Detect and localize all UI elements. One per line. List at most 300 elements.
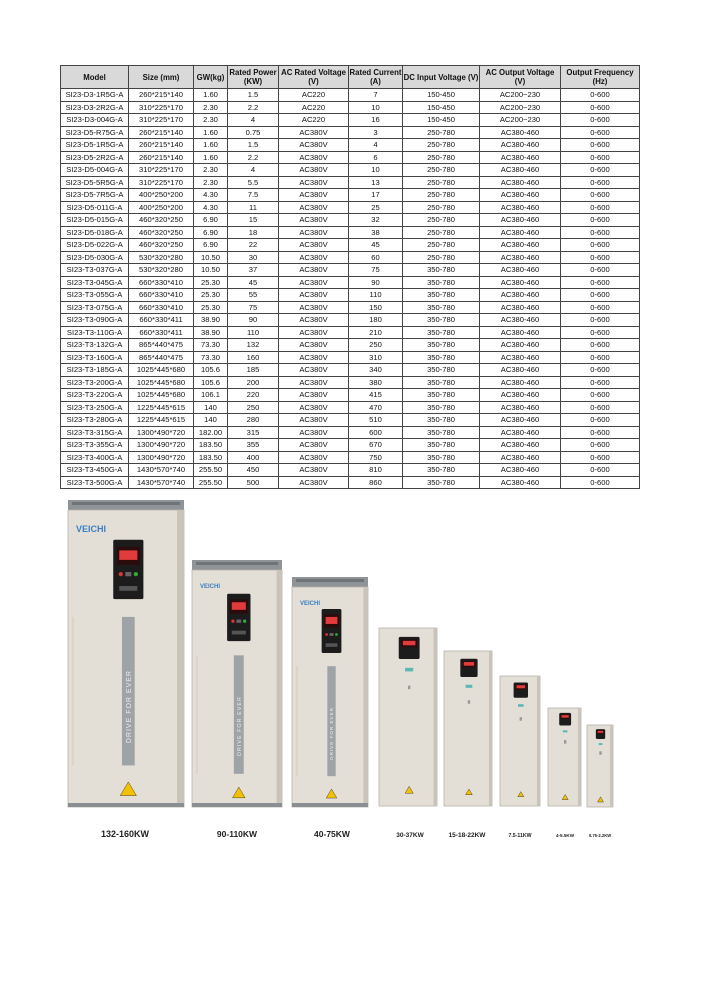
table-cell: AC380V	[279, 126, 349, 139]
table-cell: AC380V	[279, 426, 349, 439]
table-cell: SI23-D5-004G-A	[61, 164, 129, 177]
led-digits	[464, 662, 474, 666]
table-cell: 25	[349, 201, 403, 214]
table-cell: SI23-T3-355G-A	[61, 439, 129, 452]
table-cell: AC380V	[279, 239, 349, 252]
table-cell: AC380-460	[480, 376, 561, 389]
table-cell: AC220	[279, 89, 349, 102]
table-row	[61, 326, 640, 339]
table-cell: 200	[228, 376, 279, 389]
table-cell: 260*215*140	[129, 151, 194, 164]
table-cell: 660*330*411	[129, 326, 194, 339]
table-cell: 140	[194, 401, 228, 414]
table-cell: 30	[228, 251, 279, 264]
table-cell: 90	[349, 276, 403, 289]
table-cell: AC380V	[279, 226, 349, 239]
table-cell: 400*250*200	[129, 189, 194, 202]
table-row	[61, 376, 640, 389]
power-range-caption: 0.75-2.2KW	[588, 833, 612, 838]
side-shade	[489, 651, 492, 806]
nav-key-icon	[125, 572, 131, 576]
table-cell: 4.30	[194, 201, 228, 214]
table-cell: 73.30	[194, 351, 228, 364]
side-shade	[610, 725, 613, 807]
table-cell: 0-600	[561, 451, 640, 464]
table-cell: AC380V	[279, 264, 349, 277]
table-row	[61, 226, 640, 239]
table-cell: 38	[349, 226, 403, 239]
indicator-icon	[408, 686, 410, 690]
table-cell: 10.50	[194, 251, 228, 264]
table-cell: SI23-T3-220G-A	[61, 389, 129, 402]
table-cell: 350-780	[403, 401, 480, 414]
table-cell: 110	[349, 289, 403, 302]
table-cell: 380	[349, 376, 403, 389]
key-row	[119, 586, 137, 591]
table-row	[61, 339, 640, 352]
table-cell: 160	[228, 351, 279, 364]
table-cell: SI23-T3-110G-A	[61, 326, 129, 339]
table-cell: AC380-460	[480, 314, 561, 327]
inverter-unit	[587, 725, 613, 838]
table-cell: 75	[228, 301, 279, 314]
table-cell: 350-780	[403, 289, 480, 302]
table-cell: 75	[349, 264, 403, 277]
table-row	[61, 264, 640, 277]
table-cell: 105.6	[194, 364, 228, 377]
table-cell: 260*215*140	[129, 89, 194, 102]
table-cell: 16	[349, 114, 403, 127]
led-digits	[326, 617, 338, 624]
table-cell: 2.2	[228, 101, 279, 114]
table-cell: 5.5	[228, 176, 279, 189]
indicator-icon	[468, 700, 470, 704]
table-row	[61, 476, 640, 489]
table-cell: AC380V	[279, 151, 349, 164]
table-row	[61, 126, 640, 139]
table-cell: 2.30	[194, 114, 228, 127]
table-cell: AC220	[279, 114, 349, 127]
table-cell: 6.90	[194, 214, 228, 227]
table-cell: 45	[228, 276, 279, 289]
table-cell: AC380-460	[480, 389, 561, 402]
table-cell: AC380-460	[480, 251, 561, 264]
table-cell: AC380V	[279, 289, 349, 302]
table-cell: 13	[349, 176, 403, 189]
table-row	[61, 401, 640, 414]
table-cell: AC380-460	[480, 189, 561, 202]
table-cell: SI23-D5-030G-A	[61, 251, 129, 264]
table-cell: SI23-T3-037G-A	[61, 264, 129, 277]
indicator-icon	[599, 751, 601, 755]
table-cell: AC380V	[279, 139, 349, 152]
inverter-unit	[500, 676, 540, 839]
table-row	[61, 426, 640, 439]
table-cell: 4	[228, 114, 279, 127]
table-cell: 350-780	[403, 439, 480, 452]
table-cell: 1025*445*680	[129, 376, 194, 389]
column-header: AC Rated Voltage (V)	[279, 66, 349, 89]
table-cell: 10	[349, 164, 403, 177]
table-cell: 38.90	[194, 326, 228, 339]
table-cell: 310*225*170	[129, 114, 194, 127]
power-range-caption: 7.5-11KW	[508, 833, 532, 839]
table-cell: 315	[228, 426, 279, 439]
brand-mark-icon	[405, 668, 413, 672]
table-cell: 183.50	[194, 439, 228, 452]
table-cell: 2.2	[228, 151, 279, 164]
table-cell: 0-600	[561, 264, 640, 277]
table-cell: AC220	[279, 101, 349, 114]
table-cell: 500	[228, 476, 279, 489]
table-cell: SI23-T3-450G-A	[61, 464, 129, 477]
table-cell: SI23-T3-400G-A	[61, 451, 129, 464]
table-cell: 0-600	[561, 301, 640, 314]
table-cell: 255.50	[194, 476, 228, 489]
table-cell: 1.60	[194, 151, 228, 164]
table-cell: 1300*490*720	[129, 426, 194, 439]
table-cell: SI23-T3-315G-A	[61, 426, 129, 439]
table-cell: AC380-460	[480, 339, 561, 352]
table-header-row	[61, 66, 640, 89]
table-cell: 350-780	[403, 326, 480, 339]
table-cell: 6.90	[194, 239, 228, 252]
led-digits	[562, 715, 569, 718]
table-cell: SI23-T3-280G-A	[61, 414, 129, 427]
table-cell: SI23-T3-045G-A	[61, 276, 129, 289]
table-cell: 90	[228, 314, 279, 327]
table-cell: 220	[228, 389, 279, 402]
table-cell: 18	[228, 226, 279, 239]
product-lineup	[0, 495, 707, 855]
table-cell: 350-780	[403, 351, 480, 364]
table-cell: 310	[349, 351, 403, 364]
brand-mark-icon	[466, 685, 473, 688]
bracket-slot	[296, 579, 364, 582]
table-cell: 660*330*410	[129, 301, 194, 314]
table-cell: 32	[349, 214, 403, 227]
table-cell: 150	[349, 301, 403, 314]
table-cell: 865*440*475	[129, 339, 194, 352]
table-cell: 1025*445*680	[129, 364, 194, 377]
table-cell: 0-600	[561, 289, 640, 302]
table-cell: AC380V	[279, 276, 349, 289]
table-cell: 660*330*410	[129, 289, 194, 302]
table-cell: 0.75	[228, 126, 279, 139]
table-cell: 106.1	[194, 389, 228, 402]
table-cell: 0-600	[561, 251, 640, 264]
table-cell: AC380V	[279, 451, 349, 464]
base-plate	[192, 803, 282, 807]
table-cell: 25.30	[194, 276, 228, 289]
table-cell: 350-780	[403, 389, 480, 402]
table-cell: 260*215*140	[129, 126, 194, 139]
run-key-icon	[231, 620, 234, 623]
table-cell: 350-780	[403, 414, 480, 427]
table-row	[61, 251, 640, 264]
table-cell: 0-600	[561, 214, 640, 227]
table-cell: 10	[349, 101, 403, 114]
stop-key-icon	[335, 633, 338, 636]
table-cell: 180	[349, 314, 403, 327]
table-cell: 1300*490*720	[129, 451, 194, 464]
table-cell: 470	[349, 401, 403, 414]
table-cell: 250-780	[403, 214, 480, 227]
table-cell: 0-600	[561, 439, 640, 452]
indicator-icon	[564, 740, 566, 744]
table-cell: 460*320*250	[129, 226, 194, 239]
led-digits	[403, 641, 416, 645]
table-cell: 400*250*200	[129, 201, 194, 214]
power-range-caption: 90-110KW	[216, 829, 258, 839]
table-cell: 0-600	[561, 239, 640, 252]
table-row	[61, 439, 640, 452]
table-cell: AC380-460	[480, 326, 561, 339]
table-cell: 670	[349, 439, 403, 452]
brand-logo: VEICHI	[300, 601, 321, 607]
table-cell: 530*320*280	[129, 264, 194, 277]
brand-mark-icon	[518, 704, 524, 707]
table-cell: 1.5	[228, 89, 279, 102]
table-cell: 250-780	[403, 139, 480, 152]
table-cell: AC380-460	[480, 201, 561, 214]
table-cell: 250-780	[403, 164, 480, 177]
table-cell: 350-780	[403, 314, 480, 327]
table-cell: 350-780	[403, 276, 480, 289]
table-cell: 460*320*250	[129, 214, 194, 227]
table-cell: 255.50	[194, 464, 228, 477]
inverter-unit	[548, 708, 581, 838]
table-cell: 110	[228, 326, 279, 339]
column-header: Output Frequency (Hz)	[561, 66, 640, 89]
slogan-text: DRIVE FOR EVER	[329, 707, 335, 760]
table-cell: AC380V	[279, 201, 349, 214]
brand-logo: VEICHI	[76, 524, 107, 534]
table-cell: 210	[349, 326, 403, 339]
table-cell: 280	[228, 414, 279, 427]
table-cell: 750	[349, 451, 403, 464]
table-cell: 450	[228, 464, 279, 477]
table-row	[61, 301, 640, 314]
table-cell: SI23-T3-075G-A	[61, 301, 129, 314]
table-cell: 150-450	[403, 89, 480, 102]
base-plate	[68, 803, 184, 807]
table-cell: AC380-460	[480, 276, 561, 289]
column-header: Model	[61, 66, 129, 89]
table-cell: AC380V	[279, 339, 349, 352]
table-cell: 0-600	[561, 151, 640, 164]
table-cell: 0-600	[561, 201, 640, 214]
table-cell: 1430*570*740	[129, 464, 194, 477]
table-cell: 0-600	[561, 101, 640, 114]
table-cell: 140	[194, 414, 228, 427]
table-cell: AC380-460	[480, 451, 561, 464]
table-cell: AC380V	[279, 351, 349, 364]
table-row	[61, 289, 640, 302]
table-cell: SI23-D5-022G-A	[61, 239, 129, 252]
table-row	[61, 89, 640, 102]
table-cell: 7.5	[228, 189, 279, 202]
table-cell: 400	[228, 451, 279, 464]
table-cell: 250-780	[403, 226, 480, 239]
table-cell: 250-780	[403, 126, 480, 139]
table-cell: 0-600	[561, 226, 640, 239]
table-cell: SI23-D5-7R5G-A	[61, 189, 129, 202]
table-cell: 45	[349, 239, 403, 252]
table-cell: 37	[228, 264, 279, 277]
table-cell: 0-600	[561, 276, 640, 289]
led-digits	[598, 731, 604, 733]
table-cell: 660*330*410	[129, 276, 194, 289]
table-cell: SI23-D5-011G-A	[61, 201, 129, 214]
table-cell: 310*225*170	[129, 176, 194, 189]
table-cell: 0-600	[561, 339, 640, 352]
nav-key-icon	[236, 620, 241, 623]
table-cell: 2.30	[194, 101, 228, 114]
table-cell: 350-780	[403, 301, 480, 314]
table-cell: 350-780	[403, 451, 480, 464]
table-cell: AC380-460	[480, 264, 561, 277]
power-range-caption: 30-37KW	[396, 832, 424, 839]
table-cell: AC380-460	[480, 176, 561, 189]
power-range-caption: 15-18-22KW	[448, 832, 486, 839]
column-header: DC Input Voltage (V)	[403, 66, 480, 89]
side-shade	[177, 510, 184, 807]
table-cell: 38.90	[194, 314, 228, 327]
table-cell: 60	[349, 251, 403, 264]
table-cell: 0-600	[561, 389, 640, 402]
table-cell: SI23-T3-200G-A	[61, 376, 129, 389]
table-cell: 310*225*170	[129, 164, 194, 177]
table-cell: 1025*445*680	[129, 389, 194, 402]
table-cell: 105.6	[194, 376, 228, 389]
table-cell: 150-450	[403, 114, 480, 127]
table-cell: 865*440*475	[129, 351, 194, 364]
table-cell: AC380-460	[480, 464, 561, 477]
table-cell: 0-600	[561, 426, 640, 439]
table-cell: 0-600	[561, 314, 640, 327]
table-cell: 250	[349, 339, 403, 352]
table-cell: 350-780	[403, 339, 480, 352]
table-cell: 7	[349, 89, 403, 102]
table-cell: AC380-460	[480, 214, 561, 227]
table-cell: 4.30	[194, 189, 228, 202]
table-cell: AC380V	[279, 326, 349, 339]
table-cell: SI23-D5-5R5G-A	[61, 176, 129, 189]
table-cell: AC380V	[279, 439, 349, 452]
table-cell: 2.30	[194, 176, 228, 189]
table-cell: SI23-D3-1R5G-A	[61, 89, 129, 102]
table-cell: 1.60	[194, 139, 228, 152]
table-cell: 260*215*140	[129, 139, 194, 152]
table-cell: 0-600	[561, 464, 640, 477]
table-cell: AC380-460	[480, 426, 561, 439]
bracket-slot	[196, 562, 278, 565]
table-cell: 350-780	[403, 476, 480, 489]
table-cell: 350-780	[403, 364, 480, 377]
table-cell: 340	[349, 364, 403, 377]
column-header: Size (mm)	[129, 66, 194, 89]
power-range-caption: 132-160KW	[100, 829, 150, 839]
table-row	[61, 214, 640, 227]
table-row	[61, 139, 640, 152]
table-cell: 17	[349, 189, 403, 202]
table-cell: 0-600	[561, 476, 640, 489]
table-row	[61, 276, 640, 289]
table-cell: AC380V	[279, 176, 349, 189]
table-cell: 250-780	[403, 176, 480, 189]
table-cell: AC380V	[279, 214, 349, 227]
mounting-bracket	[68, 500, 184, 511]
table-cell: SI23-D3-2R2G-A	[61, 101, 129, 114]
table-cell: AC200~230	[480, 114, 561, 127]
table-cell: AC380-460	[480, 151, 561, 164]
side-shade	[578, 708, 581, 806]
table-cell: 11	[228, 201, 279, 214]
table-cell: 185	[228, 364, 279, 377]
table-cell: AC380-460	[480, 301, 561, 314]
table-cell: 1.60	[194, 89, 228, 102]
mounting-bracket	[292, 577, 368, 588]
table-cell: SI23-T3-500G-A	[61, 476, 129, 489]
table-cell: AC380-460	[480, 126, 561, 139]
table-cell: AC380-460	[480, 351, 561, 364]
table-cell: SI23-D3-004G-A	[61, 114, 129, 127]
table-cell: 150-450	[403, 101, 480, 114]
table-cell: SI23-T3-055G-A	[61, 289, 129, 302]
table-row	[61, 364, 640, 377]
table-cell: 0-600	[561, 326, 640, 339]
table-cell: 183.50	[194, 451, 228, 464]
table-cell: 1.60	[194, 126, 228, 139]
mounting-bracket	[192, 560, 282, 571]
table-cell: SI23-T3-185G-A	[61, 364, 129, 377]
table-cell: AC380-460	[480, 164, 561, 177]
key-row	[326, 643, 338, 647]
table-cell: 1300*490*720	[129, 439, 194, 452]
table-cell: 10.50	[194, 264, 228, 277]
slogan-text: DRIVE FOR EVER	[236, 696, 243, 757]
stop-key-icon	[134, 572, 138, 576]
table-cell: 250	[228, 401, 279, 414]
table-cell: AC380V	[279, 376, 349, 389]
inverter-unit	[379, 628, 437, 839]
table-cell: AC380V	[279, 464, 349, 477]
table-cell: 0-600	[561, 114, 640, 127]
table-cell: SI23-T3-160G-A	[61, 351, 129, 364]
table-row	[61, 101, 640, 114]
base-plate	[292, 803, 368, 807]
table-cell: 182.00	[194, 426, 228, 439]
table-cell: 1.5	[228, 139, 279, 152]
table-cell: AC380-460	[480, 439, 561, 452]
table-cell: AC380V	[279, 389, 349, 402]
side-shade	[363, 587, 368, 807]
brand-mark-icon	[599, 743, 603, 745]
table-cell: 1430*570*740	[129, 476, 194, 489]
table-cell: 25.30	[194, 301, 228, 314]
table-cell: AC380V	[279, 401, 349, 414]
table-cell: AC380V	[279, 364, 349, 377]
side-shade	[277, 570, 282, 807]
table-cell: 0-600	[561, 364, 640, 377]
table-cell: AC380V	[279, 301, 349, 314]
table-cell: 1225*445*615	[129, 414, 194, 427]
table-cell: 0-600	[561, 164, 640, 177]
table-cell: 350-780	[403, 426, 480, 439]
table-cell: AC380-460	[480, 226, 561, 239]
nav-key-icon	[330, 633, 334, 636]
